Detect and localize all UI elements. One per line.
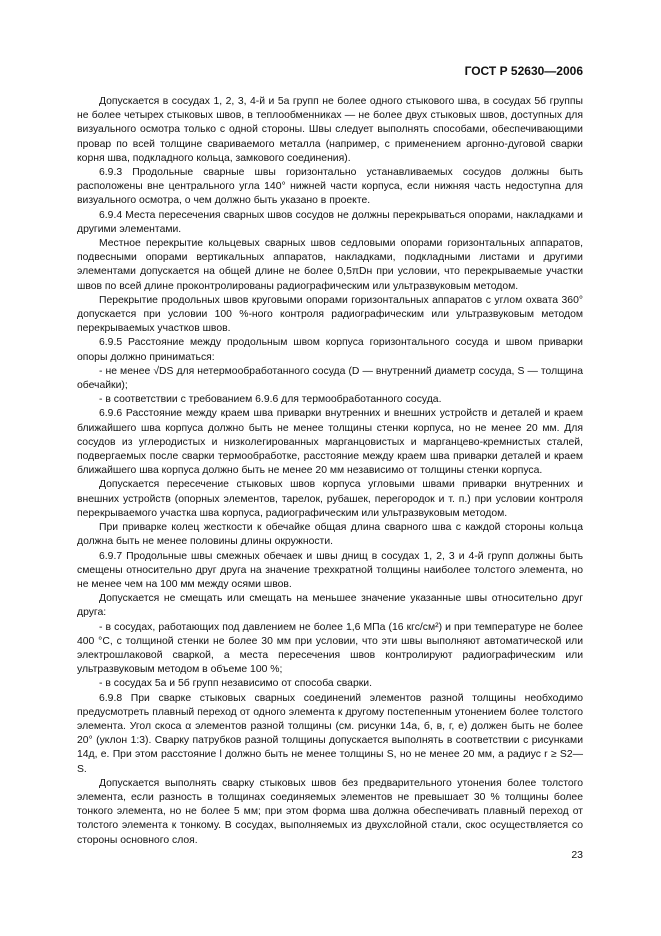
paragraph: 6.9.4 Места пересечения сварных швов сосудов не должны перекрываться опорами, накладками и другими элементами. — [77, 209, 583, 235]
paragraph: Местное перекрытие кольцевых сварных швов седловыми опорами горизонтальных аппаратов, подвесными опорами вертикальных аппаратов, накладками, подкладными листами и другими элементами допускается на общей длине не более 0,5πDн при условии, что перекрываемые участки швов по всей длине проконтролированы радиографическим или ультразвуковым методом. — [77, 238, 583, 292]
paragraph: Допускается не смещать или смещать на меньшее значение указанные швы относительно друг друга: — [77, 593, 583, 619]
body-text — [77, 95, 583, 848]
paragraph: Допускается выполнять сварку стыковых швов без предварительного утонения более толстого элемента, если разность в толщинах соединяемых элементов не превышает 30 % толщины более тонкого элемента, но не более 5 мм; при этом форма шва должна обеспечивать плавный переход от толстого элемента к тонкому. В сосудах, выполняемых из двухслойной стали, скос осуществляется со стороны основного слоя. — [77, 777, 583, 846]
paragraph: Допускается пересечение стыковых швов корпуса угловыми швами приварки внутренних и внешних устройств (опорных элементов, тарелок, рубашек, перегородок и т. п.) при условии контроля перекрываемого участка шва корпуса, радиографическим или ультразвуковым методом. — [77, 479, 583, 519]
paragraph: - не менее √DS для нетермообработанного сосуда (D — внутренний диаметр сосуда, S — толщина обечайки); — [77, 365, 583, 392]
paragraph: - в соответствии с требованием 6.9.6 для термообработанного сосуда. — [99, 394, 442, 406]
page-number: 23 — [571, 849, 583, 861]
paragraph: - в сосудах, работающих под давлением не более 1,6 МПа (16 кгс/см²) и при температуре не более 400 °С, с толщиной стенки не более 30 мм при условии, что эти швы выполняют автоматической или электрошлаковой сваркой, а места пересечения швов контролируют радиографическим или ультразвуковым методом в объеме 100 %; — [77, 621, 583, 676]
document-id: ГОСТ Р 52630—2006 — [464, 64, 583, 78]
paragraph: 6.9.3 Продольные сварные швы горизонтально устанавливаемых сосудов должны быть расположены вне центрального угла 140° нижней части корпуса, если нижняя часть недоступна для визуального осмотра, о чем должно быть указано в проекте. — [77, 167, 583, 207]
paragraph: - в сосудах 5а и 5б групп независимо от способа сварки. — [99, 678, 372, 690]
paragraph: Перекрытие продольных швов круговыми опорами горизонтальных аппаратов с углом охвата 360° допускается при условии 100 %-ного контроля радиографическим или ультразвуковым методом перекрываемых участков швов. — [77, 294, 583, 335]
paragraph: 6.9.8 При сварке стыковых сварных соединений элементов разной толщины необходимо предусмотреть плавный переход от одного элемента к другому постепенным утонением более толстого элемента. Угол скоса α элементов разной толщины (см. рисунки 14а, б, в, г, е) должен быть не более 20° (уклон 1:3). Сварку патрубков разной толщины допускается выполнять в соответствии с рисунками 14д, е. При этом расстояние l должно быть не менее толщины S, но не менее 20 мм, а радиус r ≥ S2—S. — [77, 692, 583, 775]
paragraph: Допускается в сосудах 1, 2, 3, 4-й и 5а групп не более одного стыкового шва, в сосудах 5б группы не более четырех стыковых швов, в теплообменниках — не более двух стыковых швов, доступных для визуального осмотра только с одной стороны. Швы следует выполнять способами, обеспечивающими провар по всей толщине свариваемого металла (например, с применением аргонно-дуговой сварки корня шва, подкладного кольца, замкового соединения). — [77, 96, 583, 164]
paragraph: 6.9.6 Расстояние между краем шва приварки внутренних и внешних устройств и деталей и краем ближайшего шва корпуса должно быть не менее толщины стенки корпуса, но не менее 20 мм. Для сосудов из углеродистых и низколегированных марганцовистых и марганцево-кремнистых сталей, подвергаемых после сварки термообработке, расстояние между краем шва приварки деталей и краем ближайшего шва корпуса должно быть не менее 20 мм независимо от толщины стенки корпуса. — [77, 408, 583, 477]
paragraph: При приварке колец жесткости к обечайке общая длина сварного шва с каждой стороны кольца должна быть не менее половины длины окружности. — [77, 522, 583, 548]
paragraph: 6.9.7 Продольные швы смежных обечаек и швы днищ в сосудах 1, 2, 3 и 4-й групп должны быть смещены относительно друг друга на значение трехкратной толщины наиболее толстого элемента, но не менее чем на 100 мм между осями швов. — [77, 550, 583, 590]
paragraph: 6.9.5 Расстояние между продольным швом корпуса горизонтального сосуда и швом приварки опоры должно приниматься: — [77, 337, 583, 363]
